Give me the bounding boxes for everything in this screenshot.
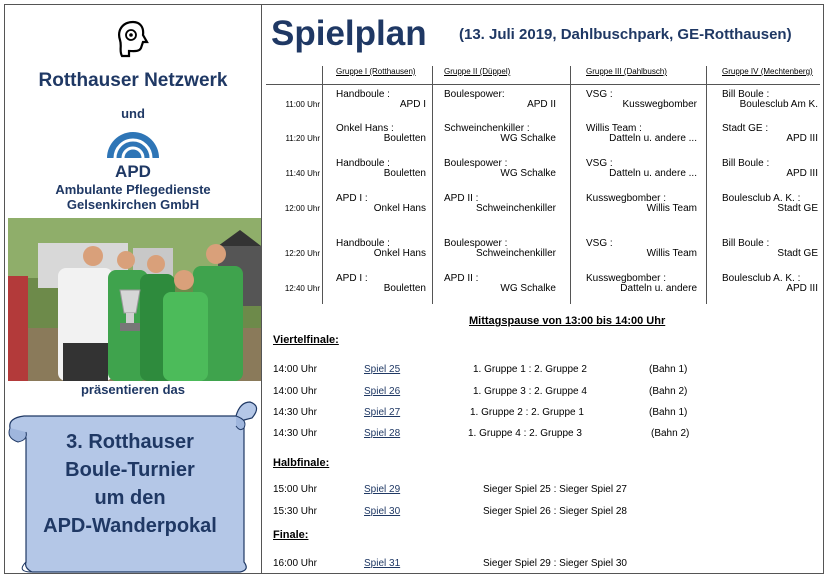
match-time: 16:00 Uhr [273,558,317,569]
match-pairing: Sieger Spiel 26 : Sieger Spiel 28 [483,506,627,517]
team-home: Kusswegbomber : [586,273,667,284]
team-away: Stadt GE [777,248,818,259]
group-header: Gruppe II (Düppel) [444,67,511,76]
slot-time: 12:20 Uhr [284,249,320,258]
team-home: Willis Team : [586,123,642,134]
match-court: (Bahn 2) [649,386,688,397]
team-away: Datteln u. andere ... [609,168,697,179]
group-header: Gruppe IV (Mechtenberg) [722,67,813,76]
apd-subtitle-1: Ambulante Pflegedienste [55,182,211,197]
apd-heading [8,162,258,212]
spiel-link[interactable]: Spiel 25 [364,364,401,375]
netzwerk-logo [113,18,153,62]
match-pairing: Sieger Spiel 25 : Sieger Spiel 27 [483,484,627,495]
scroll-line: APD-Wanderpokal [43,515,217,537]
team-away: Onkel Hans [373,248,426,259]
team-away: APD I [399,99,426,110]
scroll-line: Boule-Turnier [65,459,195,481]
team-away: Stadt GE [777,203,818,214]
team-home: Schweinchenkiller : [444,123,530,134]
team-home: VSG : [586,89,613,100]
column-divider [261,4,262,574]
team-away: Schweinchenkiller [475,248,556,259]
slot-time: 12:40 Uhr [284,284,320,293]
spiel-link[interactable]: Spiel 29 [364,484,401,495]
team-home: Boulesclub A. K. : [722,193,801,204]
team-away: Bouletten [383,133,426,144]
team-home: Boulespower : [444,238,508,249]
group-header: Gruppe III (Dahlbusch) [586,67,667,76]
match-pairing: 1. Gruppe 2 : 2. Gruppe 1 [470,407,584,418]
spiel-link[interactable]: Spiel 26 [364,386,401,397]
column-rule [322,66,323,304]
team-home: Kusswegbomber : [586,193,667,204]
team-away: Datteln u. andere ... [609,133,697,144]
team-home: Boulesclub A. K. : [722,273,801,284]
slot-time: 11:20 Uhr [285,134,320,143]
team-home: Bill Boule : [722,158,770,169]
team-home: Handboule : [336,89,390,100]
team-home: VSG : [586,238,613,249]
team-home: Handboule : [336,158,390,169]
apd-subtitle-2: Gelsenkirchen GmbH [66,197,200,212]
slot-time: 11:00 Uhr [285,100,320,109]
team-away: WG Schalke [500,168,556,179]
slot-time: 12:00 Uhr [284,204,320,213]
presents-label: präsentieren das [80,382,186,397]
team-photo [8,218,261,381]
team-away: WG Schalke [500,133,556,144]
team-away: Onkel Hans [373,203,426,214]
match-time: 14:30 Uhr [273,428,317,439]
lunch-break: Mittagspause von 13:00 bis 14:00 Uhr [469,315,666,327]
team-home: VSG : [586,158,613,169]
team-away: Willis Team [646,248,697,259]
org-name: Rotthauser Netzwerk [38,70,228,91]
apd-logo [103,126,163,158]
viertelfinale-title: Viertelfinale: [273,334,339,346]
spiel-link[interactable]: Spiel 31 [364,558,401,569]
match-pairing: 1. Gruppe 4 : 2. Gruppe 3 [468,428,582,439]
team-home: APD I : [336,193,368,204]
team-home: Boulespower: [444,89,505,100]
column-rule [706,66,707,304]
match-time: 14:00 Uhr [273,386,317,397]
team-away: Kusswegbomber [622,99,697,110]
team-home: APD II : [444,273,479,284]
team-home: Stadt GE : [722,123,769,134]
group-header: Gruppe I (Rotthausen) [336,67,416,76]
page-subtitle: (13. Juli 2019, Dahlbuschpark, GE-Rotthausen) [459,26,792,43]
scroll-line: um den [94,487,166,509]
team-away: APD II [527,99,556,110]
match-court: (Bahn 2) [651,428,690,439]
team-away: APD III [786,168,818,179]
match-pairing: Sieger Spiel 29 : Sieger Spiel 30 [483,558,627,569]
team-home: Bill Boule : [722,89,770,100]
match-time: 15:30 Uhr [273,506,317,517]
team-home: APD II : [444,193,479,204]
page-title: Spielplan [271,14,427,53]
finale-title: Finale: [273,529,309,541]
column-rule [570,66,571,304]
team-home: Bill Boule : [722,238,770,249]
match-court: (Bahn 1) [649,364,688,375]
team-home: Boulespower : [444,158,508,169]
team-away: Schweinchenkiller [475,203,556,214]
halbfinale-title: Halbfinale: [273,457,330,469]
team-away: Willis Team [646,203,697,214]
team-away: Bouletten [383,168,426,179]
match-time: 14:00 Uhr [273,364,317,375]
spiel-link[interactable]: Spiel 28 [364,428,401,439]
match-time: 14:30 Uhr [273,407,317,418]
team-away: Datteln u. andere [620,283,697,294]
table-rule [266,84,820,85]
match-court: (Bahn 1) [649,407,688,418]
column-rule [432,66,433,304]
scroll-line: 3. Rotthauser [66,431,194,453]
scroll-text [24,428,236,540]
und-label: und [121,106,145,121]
team-home: APD I : [336,273,368,284]
match-time: 15:00 Uhr [273,484,317,495]
team-away: APD III [786,133,818,144]
match-pairing: 1. Gruppe 1 : 2. Gruppe 2 [473,364,587,375]
spiel-link[interactable]: Spiel 27 [364,407,401,418]
apd-title: APD [115,162,151,181]
match-pairing: 1. Gruppe 3 : 2. Gruppe 4 [473,386,587,397]
slot-time: 11:40 Uhr [285,169,320,178]
team-away: APD III [786,283,818,294]
team-away: WG Schalke [500,283,556,294]
team-away: Boulesclub Am K. [739,99,818,110]
spiel-link[interactable]: Spiel 30 [364,506,401,517]
team-home: Onkel Hans : [336,123,394,134]
team-home: Handboule : [336,238,390,249]
team-away: Bouletten [383,283,426,294]
